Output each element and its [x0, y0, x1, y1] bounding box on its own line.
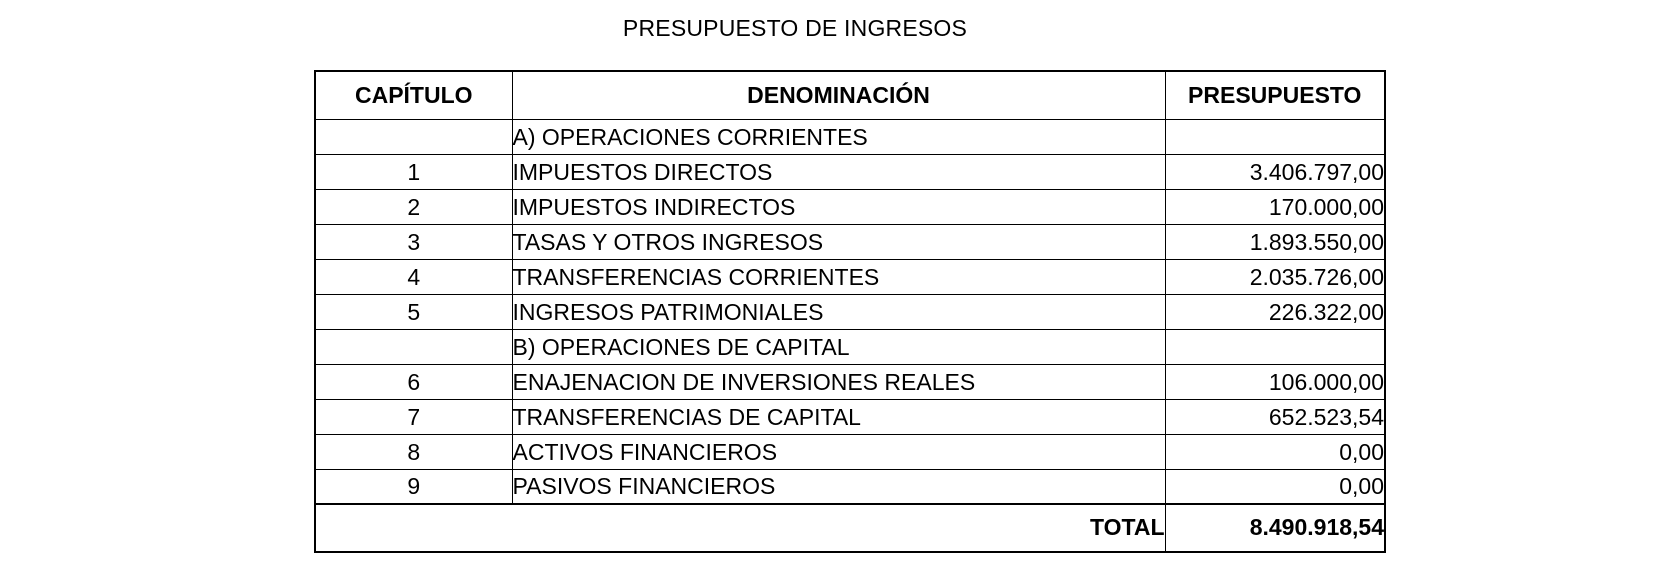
table-header-row [315, 71, 1385, 120]
capitulo-cell: 3 [315, 225, 512, 260]
budget-table [314, 70, 1386, 553]
denominacion-cell: TRANSFERENCIAS CORRIENTES [512, 260, 1165, 295]
table-row [315, 225, 1385, 260]
capitulo-cell: 2 [315, 190, 512, 225]
denominacion-cell: IMPUESTOS DIRECTOS [512, 155, 1165, 190]
presupuesto-cell: 3.406.797,00 [1165, 155, 1385, 190]
presupuesto-cell: 170.000,00 [1165, 190, 1385, 225]
header-denominacion: DENOMINACIÓN [512, 71, 1165, 120]
capitulo-cell: 4 [315, 260, 512, 295]
denominacion-cell: IMPUESTOS INDIRECTOS [512, 190, 1165, 225]
capitulo-cell: 8 [315, 435, 512, 470]
section-heading: A) OPERACIONES CORRIENTES [512, 120, 1165, 155]
presupuesto-cell: 0,00 [1165, 435, 1385, 470]
denominacion-cell: ENAJENACION DE INVERSIONES REALES [512, 365, 1165, 400]
capitulo-cell: 6 [315, 365, 512, 400]
presupuesto-cell: 106.000,00 [1165, 365, 1385, 400]
capitulo-cell: 1 [315, 155, 512, 190]
presupuesto-cell: 226.322,00 [1165, 295, 1385, 330]
presupuesto-cell: 2.035.726,00 [1165, 260, 1385, 295]
section-heading: B) OPERACIONES DE CAPITAL [512, 330, 1165, 365]
table-row [315, 435, 1385, 470]
total-value: 8.490.918,54 [1165, 504, 1385, 552]
total-row [315, 504, 1385, 552]
capitulo-cell: 5 [315, 295, 512, 330]
table-row [315, 155, 1385, 190]
denominacion-cell: ACTIVOS FINANCIEROS [512, 435, 1165, 470]
denominacion-cell: TASAS Y OTROS INGRESOS [512, 225, 1165, 260]
table-row [315, 295, 1385, 330]
table-row [315, 470, 1385, 504]
presupuesto-cell: 0,00 [1165, 470, 1385, 504]
header-capitulo: CAPÍTULO [315, 71, 512, 120]
table-row [315, 400, 1385, 435]
presupuesto-cell: 652.523,54 [1165, 400, 1385, 435]
table-row [315, 260, 1385, 295]
table-row [315, 120, 1385, 155]
table-row [315, 365, 1385, 400]
page-title: PRESUPUESTO DE INGRESOS [622, 15, 968, 41]
presupuesto-cell [1165, 330, 1385, 365]
header-presupuesto: PRESUPUESTO [1165, 71, 1385, 120]
presupuesto-cell [1165, 120, 1385, 155]
denominacion-cell: PASIVOS FINANCIEROS [512, 470, 1165, 504]
capitulo-cell [315, 120, 512, 155]
total-label: TOTAL [315, 504, 1165, 552]
table-row [315, 330, 1385, 365]
denominacion-cell: INGRESOS PATRIMONIALES [512, 295, 1165, 330]
presupuesto-cell: 1.893.550,00 [1165, 225, 1385, 260]
capitulo-cell: 9 [315, 470, 512, 504]
capitulo-cell: 7 [315, 400, 512, 435]
table-row [315, 190, 1385, 225]
denominacion-cell: TRANSFERENCIAS DE CAPITAL [512, 400, 1165, 435]
capitulo-cell [315, 330, 512, 365]
